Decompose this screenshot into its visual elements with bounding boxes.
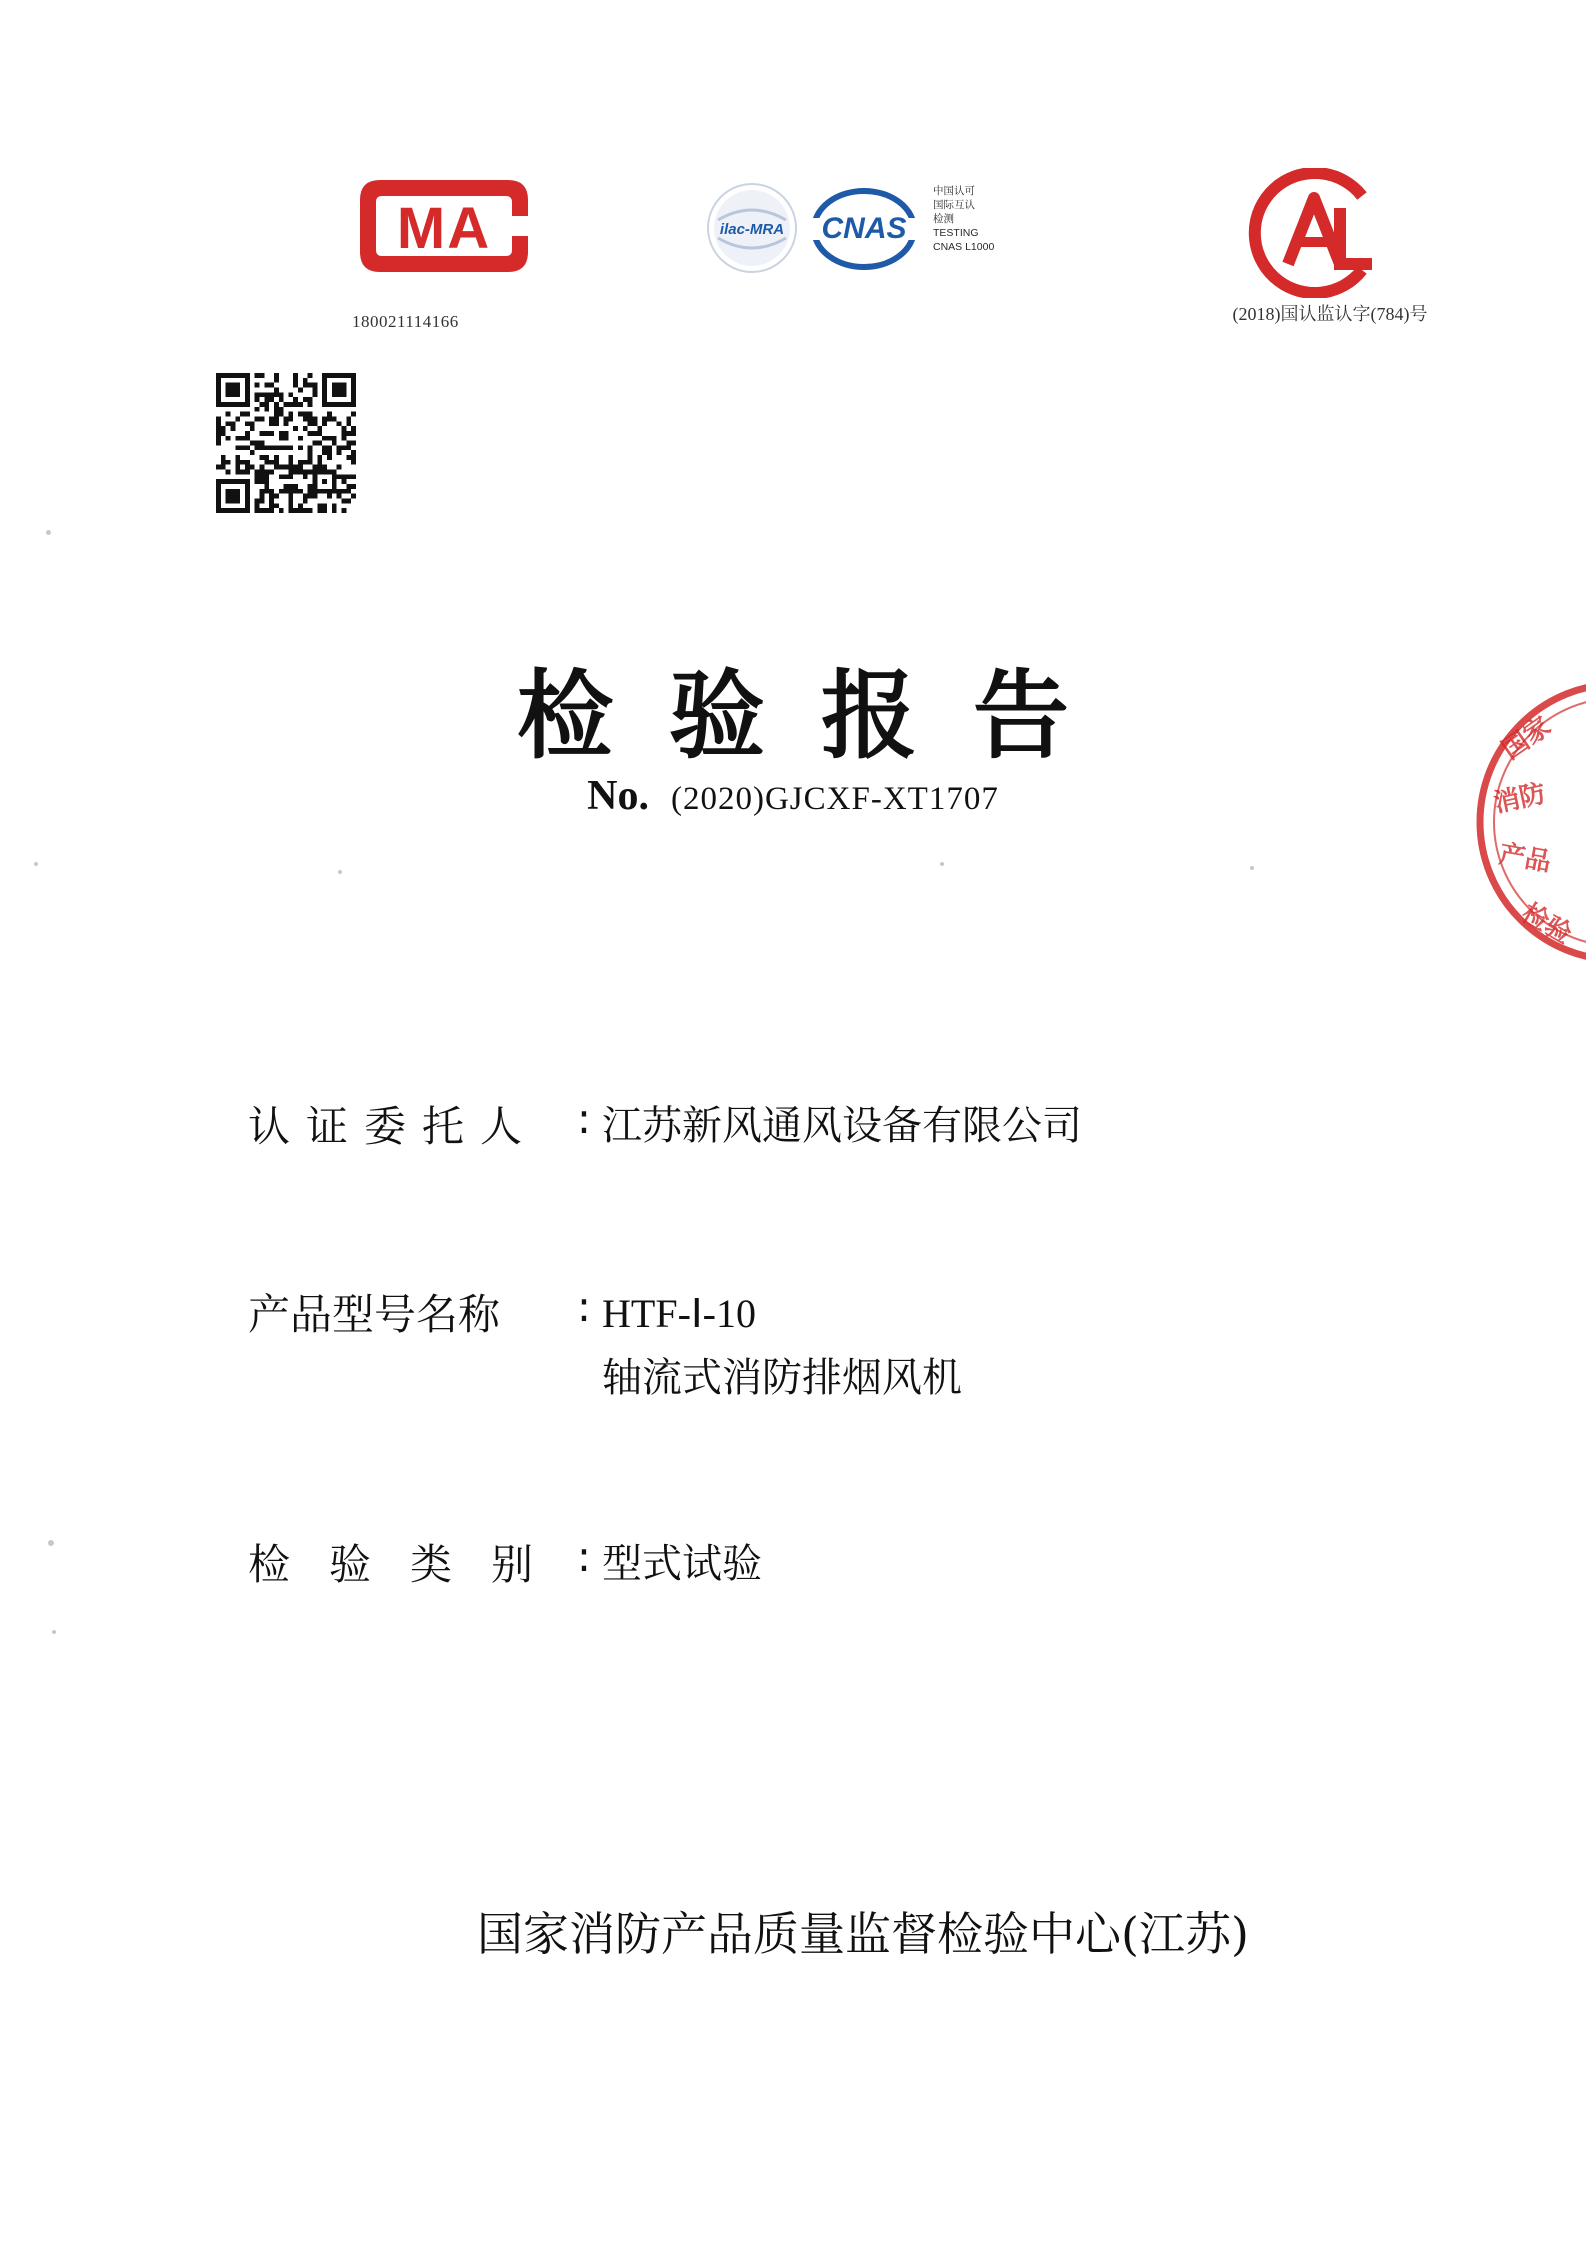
- scan-speck: [1250, 866, 1254, 870]
- qr-code: [216, 373, 356, 513]
- issuing-organization: 国家消防产品质量监督检验中心(江苏): [477, 1907, 1249, 1961]
- scan-speck: [940, 862, 944, 866]
- scan-speck: [338, 870, 342, 874]
- cnas-line: CNAS L1000: [933, 241, 995, 253]
- svg-text:产品: 产品: [1496, 839, 1554, 878]
- report-number-label: No.: [587, 773, 649, 819]
- cnas-line: 中国认可: [933, 185, 975, 197]
- product-separator: :: [576, 1282, 592, 1331]
- product-field: [248, 1282, 1448, 1410]
- product-name: 轴流式消防排烟风机: [602, 1355, 962, 1401]
- official-seal: [1458, 672, 1586, 972]
- cal-certificate-number: (2018)国认监认字(784)号: [1232, 304, 1428, 324]
- scan-speck: [48, 1540, 54, 1546]
- product-label: 产品型号名称: [248, 1290, 501, 1339]
- report-title: 检验报告: [517, 659, 1125, 772]
- cnas-line: 检测: [933, 213, 954, 225]
- inspection-type-value: 型式试验: [602, 1541, 762, 1587]
- client-label: 认证委托人: [248, 1102, 539, 1151]
- scan-speck: [52, 1630, 56, 1634]
- inspection-type-label: 检验类别: [248, 1540, 573, 1589]
- cnas-logo: [810, 186, 918, 272]
- svg-text:MA: MA: [396, 196, 492, 261]
- scan-speck: [46, 530, 51, 535]
- svg-text:国家: 国家: [1496, 711, 1557, 766]
- client-value: 江苏新风通风设备有限公司: [602, 1103, 1082, 1149]
- inspection-type-separator: :: [576, 1532, 592, 1581]
- svg-text:检验: 检验: [1516, 898, 1577, 951]
- inspection-type-field: [248, 1532, 1448, 1596]
- svg-text:CNAS: CNAS: [821, 212, 907, 245]
- ilac-mra-logo: [704, 180, 800, 276]
- cal-logo: [1244, 168, 1384, 298]
- report-number-value: (2020)GJCXF-XT1707: [671, 781, 999, 817]
- client-separator: :: [576, 1094, 592, 1143]
- svg-text:消防: 消防: [1491, 778, 1549, 819]
- product-model: HTF-Ⅰ-10: [602, 1291, 757, 1336]
- cnas-line: 国际互认: [933, 199, 975, 211]
- client-field: [248, 1094, 1448, 1158]
- svg-text:ilac-MRA: ilac-MRA: [719, 221, 785, 238]
- cnas-line: TESTING: [933, 227, 979, 239]
- scan-speck: [34, 862, 38, 866]
- cnas-accreditation-text: [933, 184, 1053, 254]
- report-number: [0, 772, 1586, 820]
- cma-logo: [352, 172, 536, 280]
- cma-certificate-number: 180021114166: [352, 312, 459, 331]
